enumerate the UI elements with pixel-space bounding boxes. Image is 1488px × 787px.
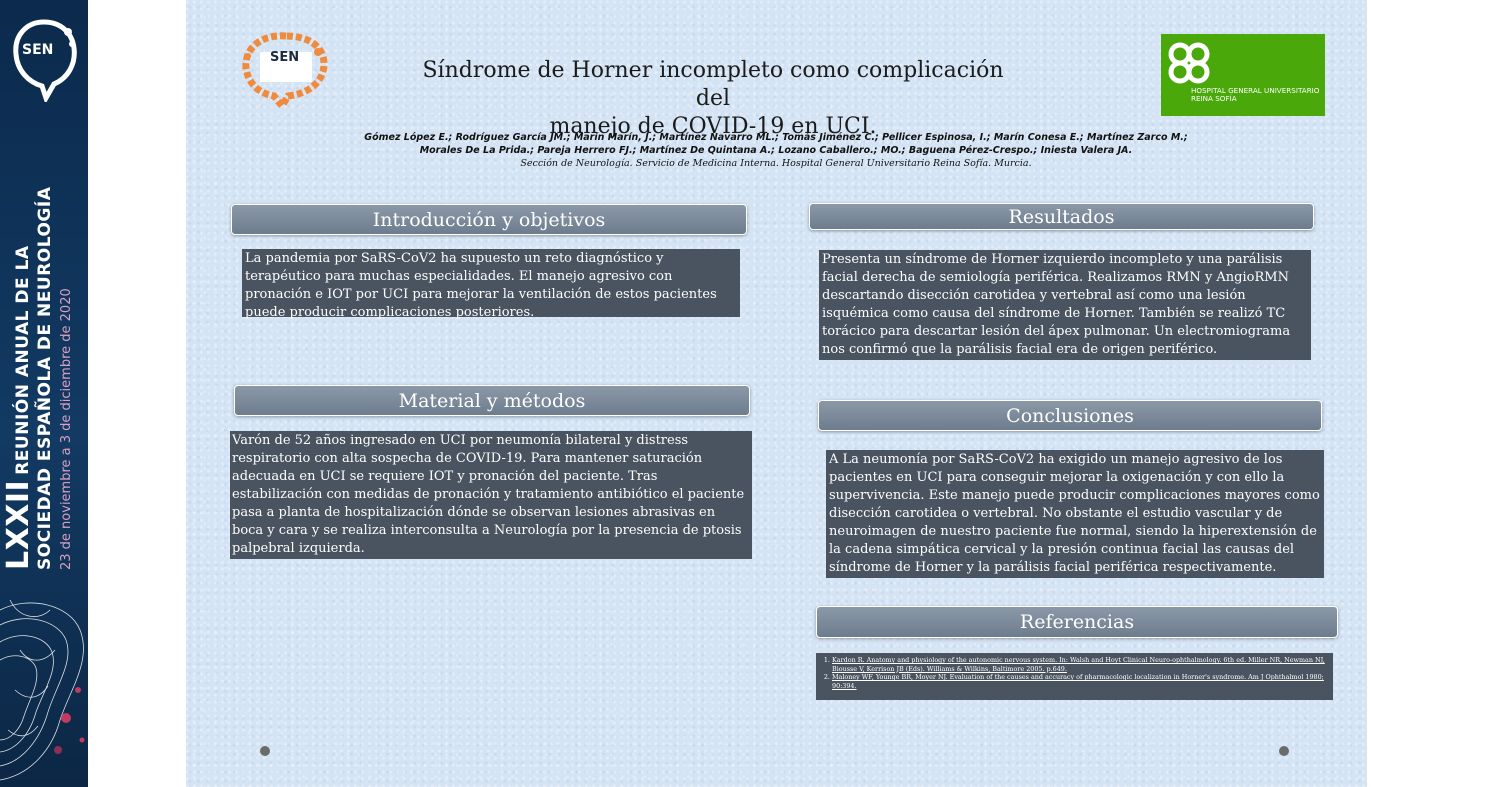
banner-line-top: REUNIÓN ANUAL DE LA: [13, 245, 33, 475]
sen-logo-icon: [8, 14, 80, 102]
banner-edition: LXXII: [1, 479, 36, 570]
conclusions-body: A La neumonía por SaRS-CoV2 ha exigido un manejo agresivo de los pacientes en UCI para conseguir mejorar la oxigenación y con ello la supervivencia. Este manejo puede producir complicaciones mayores como disección carotidea o vertebral. No obstante el estudio vascular y de neuroimagen de nuestro paciente fue normal, siendo la hiperextensión de la cadena simpática cervical y la presión continua facial las causas del síndrome de Horner y la parálisis facial periférica respectivamente.: [826, 450, 1324, 578]
banner-line-bottom: SOCIEDAD ESPAÑOLA DE NEUROLOGÍA: [35, 186, 55, 570]
hospital-emblem-icon: [1164, 40, 1216, 88]
references-header: Referencias: [816, 606, 1338, 638]
sen-poster-logo-text: SEN: [270, 50, 300, 65]
authors-line1: Gómez López E.; Rodríguez García JM.; Marín Marín, J.; Martínez Navarro ML.; Tomás Jiménez C.; Pellicer Espinosa, I.; Marín Conesa E.; Martínez Zarco M.;: [364, 132, 1188, 143]
results-body: Presenta un síndrome de Horner izquierdo incompleto y una parálisis facial derecha de semiología periférica. Realizamos RMN y AngioRMN descartando disección carotidea y vertebral así como una lesión isquémica como causa del síndrome de Horner. También se realizó TC torácico para descartar lesión del ápex pulmonar. Un electromiograma nos confirmó que la parálisis facial era de origen periférico.: [819, 250, 1311, 360]
references-list: [820, 656, 1329, 690]
methods-header: Material y métodos: [234, 385, 750, 416]
poster-title: [413, 57, 1013, 141]
brain-illustration-icon: [0, 590, 88, 787]
poster-title-line1: Síndrome de Horner incompleto como complicación del: [422, 58, 1004, 111]
sen-logo-text: SEN: [22, 42, 54, 58]
sen-poster-logo-icon: [238, 30, 334, 110]
intro-body: La pandemia por SaRS-CoV2 ha supuesto un reto diagnóstico y terapéutico para muchas especialidades. El manejo agresivo con pronación e IOT por UCI para mejorar la ventilación de estos pacientes puede producir complicaciones posteriores.: [242, 249, 740, 317]
authors-line2: Morales De La Prida.; Pareja Herrero FJ.; Martínez De Quintana A.; Lozano Caballero.; MO.; Baguena Pérez-Crespo.; Iniesta Valera JA.: [419, 145, 1133, 156]
references-body: [816, 653, 1333, 700]
hospital-logo: [1161, 34, 1325, 116]
reference-item[interactable]: 2. Maloney WF, Younge BR, Moyer NJ. Evaluation of the causes and accuracy of pharmacologic localization in Horner's syndrome. Am J Ophthalmol 1980; 90:394.: [832, 673, 1329, 690]
hospital-name-line1: HOSPITAL GENERAL UNIVERSITARIO: [1191, 86, 1320, 95]
affiliation: Sección de Neurología. Servicio de Medicina Interna. Hospital General Universitario Reina Sofía. Murcia.: [520, 158, 1032, 169]
banner-dates: 23 de noviembre a 3 de diciembre de 2020: [59, 288, 74, 570]
hospital-name-line2: REINA SOFÍA: [1191, 94, 1237, 103]
hospital-name: [1191, 87, 1319, 103]
slide-dot-left: [260, 746, 270, 756]
slide-dot-right: [1279, 746, 1289, 756]
congress-banner: [0, 0, 88, 787]
conclusions-header: Conclusiones: [818, 400, 1322, 431]
authors: [286, 131, 1266, 157]
poster-title-line2: manejo de COVID-19 en UCI.: [549, 114, 877, 139]
methods-body: Varón de 52 años ingresado en UCI por neumonía bilateral y distress respiratorio con alta sospecha de COVID-19. Para mantener saturación adecuada en UCI se requiere IOT y pronación del paciente. Tras estabilización con medidas de pronación y tratamiento antibiótico el paciente pasa a planta de hospitalización dónde se observan lesiones abrasivas en boca y cara y se realiza interconsulta a Neurología por la presencia de ptosis palpebral izquierda.: [230, 431, 752, 559]
intro-header: Introducción y objetivos: [231, 204, 747, 235]
poster: [186, 0, 1367, 787]
banner-title: [1, 170, 77, 570]
reference-item[interactable]: 1. Kardon R. Anatomy and physiology of the autonomic nervous system. In: Walsh and Hoyt Clinical Neuro-ophthalmology. 6th ed. Miller NR, Newman NJ, Biousse V, Kerrison JB (Eds). Williams & Wilkins, Baltimore 2005. p.649.: [832, 656, 1329, 673]
results-header: Resultados: [809, 203, 1314, 230]
